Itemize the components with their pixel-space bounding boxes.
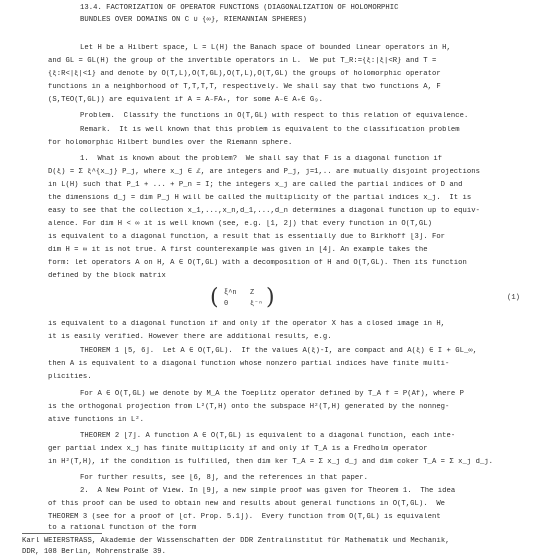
paragraph-line: ative functions in L². [48,416,144,424]
footnote-line: DDR, 108 Berlin, Mohrenstraße 39. [22,548,166,556]
theorem-3: THEOREM 3 (see for a proof of [cf. Prop. 5.1]). Every function from O(T,GL) is equivalent [48,513,441,521]
paragraph-line: the dimensions d_j = dim P_j H will be called the multiplicity of the partial indices x_j. It is [48,194,472,202]
paragraph-line: functions in a neighborhood of T,T,T̄,T̄, respectively. We shall say that two functions A, F [48,83,441,91]
footnote-line: Karl WEIERSTRASS, Akademie der Wissenschaften der DDR Zentralinstitut für Mathematik und Mechanik, [22,537,450,545]
right-parenthesis: ) [266,285,275,310]
subsection-heading: 1. What is known about the problem? We shall say that F is a diagonal function if [80,155,443,163]
theorem-1: THEOREM 1 [5, 6]. Let A ∈ O(T,GL). If the values A(ξ)-I, are compact and A(ξ) ∈ I + GL_∞, [80,347,478,355]
matrix-cell: 0 [224,300,229,308]
equation-number: (1) [507,294,520,302]
paragraph-line: For A ∈ O(T,GL) we denote by M_A the Toeplitz operator defined by T_A f = P(Af), where P [80,390,464,398]
paragraph-line: alence. For dim H < ∞ it is well known (see, e.g. [1, 2]) that every function in O(T,GL) [48,220,432,228]
footnote-rule [22,533,102,534]
paragraph-line: then A is equivalent to a diagonal function whose nonzero partial indices have finite multi- [48,360,450,368]
paragraph-line: D(ξ) = Σ ξ^{x_j} P_j, where x_j ∈ ℤ, are integers and P_j, j=1,.. are mutually disjoint projections [48,168,480,176]
paragraph-line: dim H = ∞ it is not true. A first counterexample was given in [4]. An example takes the [48,246,428,254]
paragraph-line: of this proof can be used to obtain new and results about general functions in O(T,GL). We [48,500,446,508]
paragraph-line: to a rational function of the form [48,524,197,532]
paragraph-line: is the orthogonal projection from L²(T,H) onto the subspace H²(T,H) generated by the nonneg- [48,403,450,411]
remark-line: for holomorphic Hilbert bundles over the Riemann sphere. [48,139,293,147]
left-parenthesis: ( [210,285,219,310]
section-subtitle: BUNDLES OVER DOMAINS ON Ĉ ∪ {∞}, RIEMANNIAN SPHERES) [80,16,307,24]
paragraph-line: and GL = GL(H) the group of the invertible operators in L. We put T_R:={ξ:|ξ|<R} and T = [48,57,437,65]
paragraph-line: ger partial index x_j has finite multiplicity if and only if T_A is a Fredholm operator [48,445,428,453]
paragraph-line: plicities. [48,373,92,381]
paragraph-line: defined by the block matrix [48,272,166,280]
paragraph-line: {ξ:R<|ξ|<1} and denote by O(T,L),O(T,GL),O(T̄,L),O(T̄,GL) the groups of holomorphic operator [48,70,441,78]
paragraph-line: is equivalent to a diagonal function if and only if the operator X has a closed image in H, [48,320,446,328]
paragraph-line: in H²(T,H), if the condition is fulfilled, then dim ker T_A = Σ x_j d_j and dim coker T_A = Σ x_j d_j. [48,458,494,466]
paragraph-line: in L(H) such that P_1 + ... + P_n = I; the integers x_j are called the partial indices of D and [48,181,463,189]
paragraph-line: For further results, see [6, 8], and the references in that paper. [80,474,368,482]
matrix-cell: ξ⁻ⁿ [250,300,263,308]
section-title: 13.4. FACTORIZATION OF OPERATOR FUNCTIONS (DIAGONALIZATION OF HOLOMORPHIC [80,4,399,12]
paragraph-line: easy to see that the collection x_1,...,x_n,d_1,...,d_n determines a diagonal function up to equiv- [48,207,480,215]
paragraph-line: form: let operators A on H, A ∈ O(T,GL) with a decomposition of H and O(T,GL). Then its function [48,259,467,267]
remark-line: Remark. It is well known that this problem is equivalent to the classification problem [80,126,460,134]
paragraph-line: (S,T∈O(T,GL)) are equivalent if A = A₋FA₊, for some A₋∈ A₊∈ G₉. [48,96,323,104]
matrix-cell: ξ^n [224,289,237,297]
block-matrix [210,287,290,313]
matrix-cell: Z [250,289,255,297]
theorem-2: THEOREM 2 [7]. A function A ∈ O(T,GL) is equivalent to a diagonal function, each inte- [80,432,456,440]
subsection-heading: 2. A New Point of View. In [9], a new simple proof was given for Theorem 1. The idea [80,487,456,495]
paragraph-line: Let H be a Hilbert space, L = L(H) the Banach space of bounded linear operators in H, [80,44,451,52]
problem-statement: Problem. Classify the functions in O(T,GL) with respect to this relation of equivalence. [80,112,469,120]
paragraph-line: is equivalent to a diagonal function, a result that is essentially due to Birkhoff [3]. For [48,233,446,241]
paragraph-line: it is easily verified. However there are additional results, e.g. [48,333,332,341]
